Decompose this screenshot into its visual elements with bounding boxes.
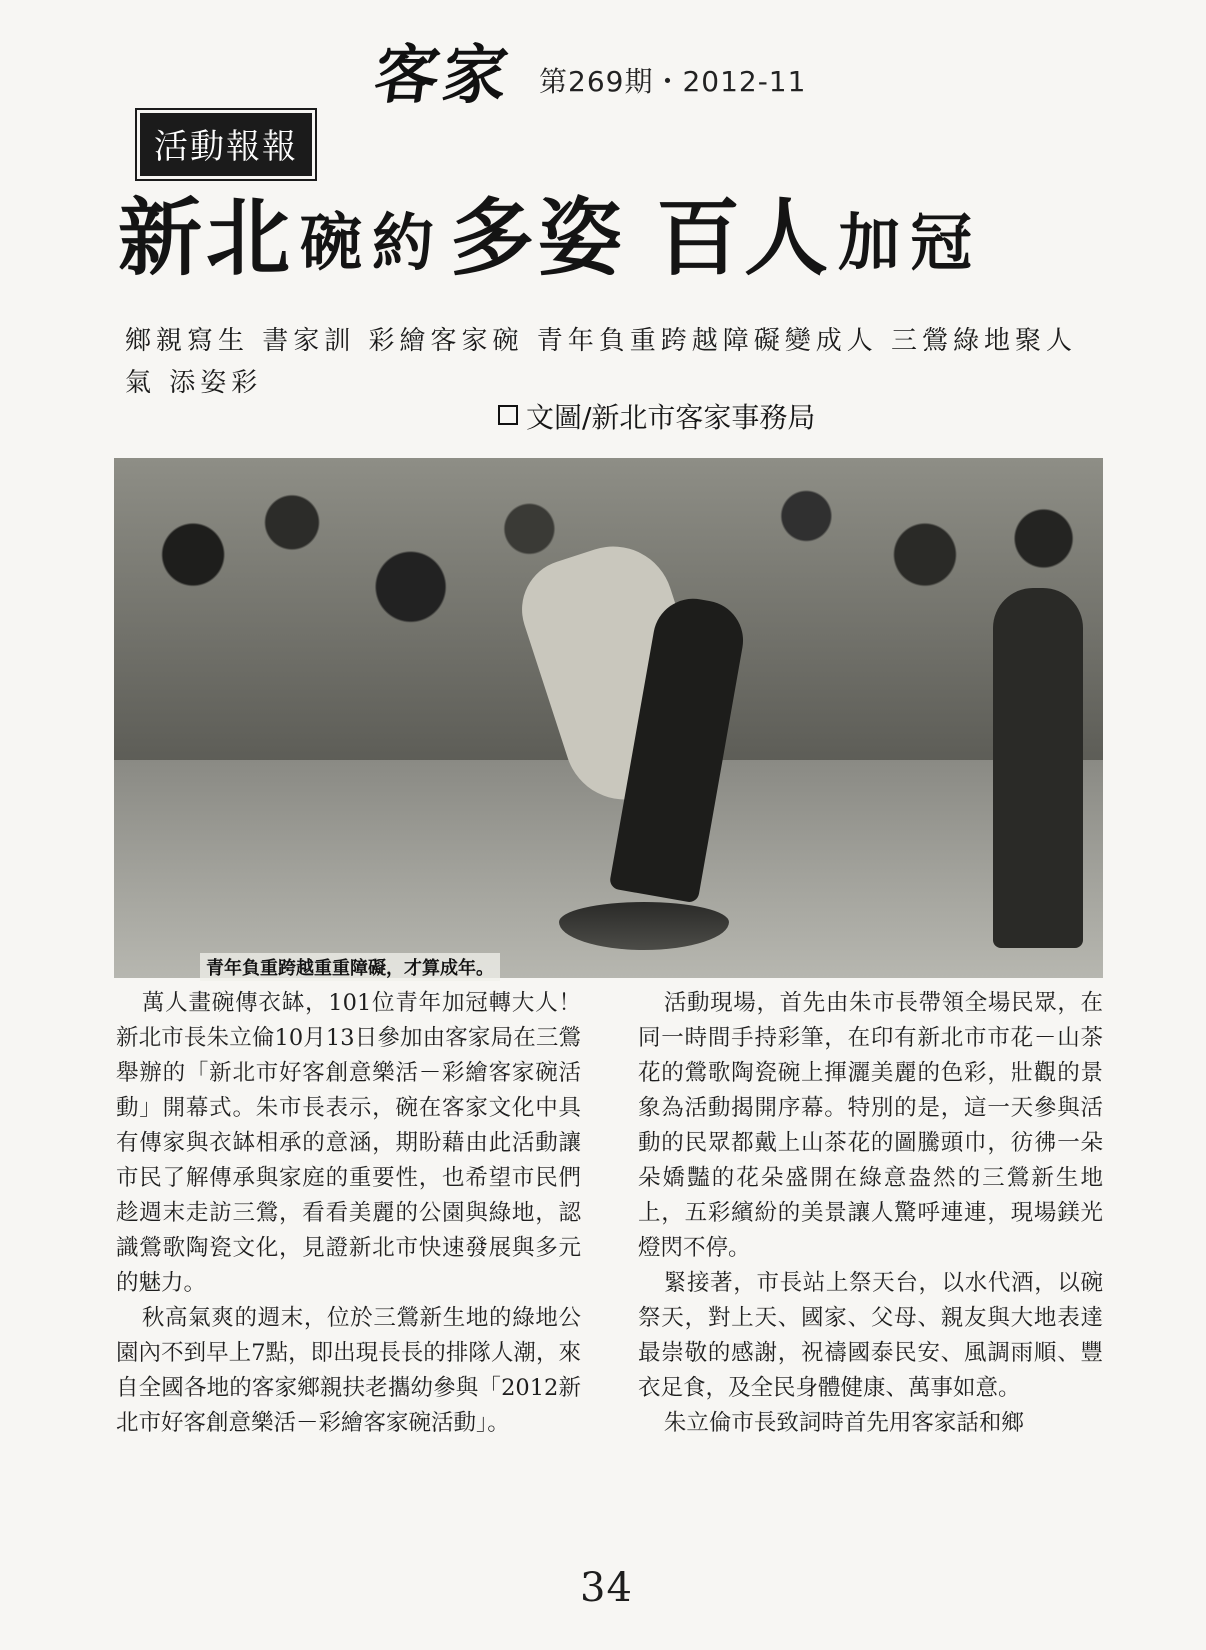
issue-info: 第269期・2012-11	[539, 65, 807, 98]
magazine-logo: 客家	[369, 38, 517, 113]
paragraph: 活動現場，首先由朱市長帶領全場民眾，在同一時間手持彩筆，在印有新北市市花－山茶花的鶯歌陶瓷碗上揮灑美麗的色彩，壯觀的景象為活動揭開序幕。特別的是，這一天參與活動的民眾都戴上山茶花的圖騰頭巾，彷彿一朵朵嬌豔的花朵盛開在綠意盎然的三鶯新生地上，五彩繽紛的美景讓人驚呼連連，現場鎂光燈閃不停。	[638, 990, 1103, 1261]
headline-part-1: 新北	[118, 189, 295, 287]
page-number: 34	[580, 1565, 633, 1611]
subheadline: 鄉親寫生 書家訓 彩繪客家碗 青年負重跨越障礙變成人 三鶯綠地聚人氣 添姿彩	[125, 326, 1078, 398]
headline-part-3: 多姿	[450, 189, 627, 287]
photo-scout-leader	[993, 588, 1083, 948]
article-column-left	[116, 986, 581, 1441]
paragraph: 秋高氣爽的週末，位於三鶯新生地的綠地公園內不到早上7點，即出現長長的排隊人潮，來自全國各地的客家鄉親扶老攜幼參與「2012新北市好客創意樂活－彩繪客家碗活動」。	[116, 1305, 581, 1436]
checkbox-square-icon	[498, 405, 518, 425]
headline-part-5: 加冠	[838, 206, 983, 279]
headline-part-4: 百人	[656, 189, 833, 287]
article-photo	[114, 458, 1103, 978]
masthead	[369, 28, 807, 113]
photo-caption: 青年負重跨越重重障礙，才算成年。	[200, 953, 500, 981]
headline-part-2: 碗約	[300, 206, 445, 279]
section-tag: 活動報報	[140, 113, 312, 176]
paragraph: 朱立倫市長致詞時首先用客家話和鄉	[663, 1410, 1024, 1436]
byline-text: 文圖/新北市客家事務局	[526, 401, 816, 434]
byline	[498, 396, 815, 436]
paragraph: 萬人畫碗傳衣缽，101位青年加冠轉大人！新北市長朱立倫10月13日參加由客家局在三鶯舉辦的「新北市好客創意樂活－彩繪客家碗活動」開幕式。朱市長表示，碗在客家文化中具有傳家與衣缽相承的意涵，期盼藉由此活動讓市民了解傳承與家庭的重要性，也希望市民們趁週末走訪三鶯，看看美麗的公園與綠地，認識鶯歌陶瓷文化，見證新北市快速發展與多元的魅力。	[116, 990, 581, 1296]
article-column-right	[638, 986, 1103, 1441]
headline	[118, 189, 1098, 287]
paragraph: 緊接著，市長站上祭天台，以水代酒，以碗祭天，對上天、國家、父母、親友與大地表達最崇敬的感謝，祝禱國泰民安、風調雨順、豐衣足食，及全民身體健康、萬事如意。	[638, 1270, 1103, 1401]
